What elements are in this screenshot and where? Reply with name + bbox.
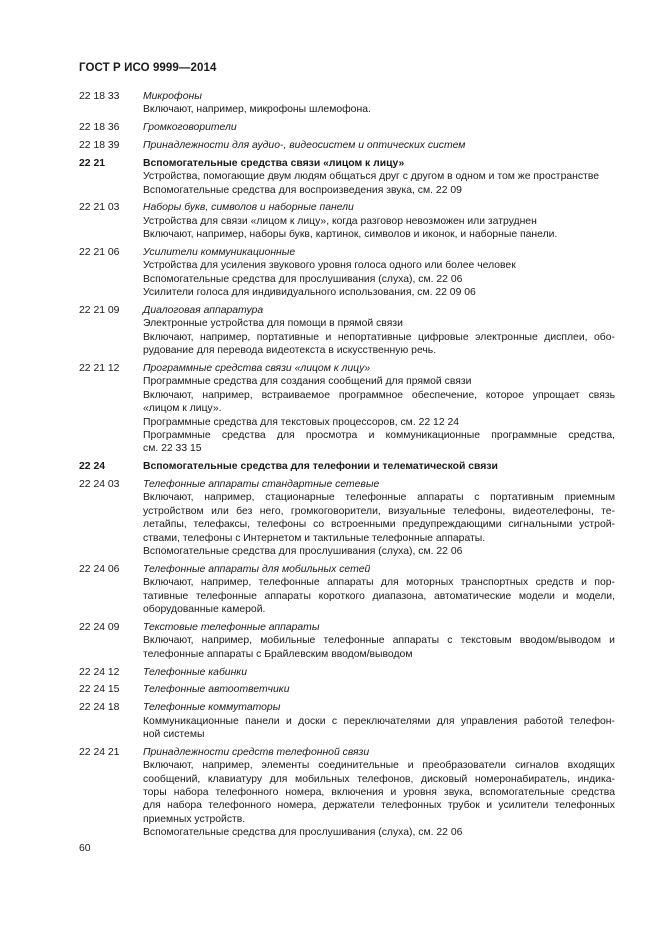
entry-description-line: приемных устройств. [143, 813, 246, 825]
entry-title: Принадлежности средств телефонной связи [143, 746, 370, 758]
entry-description-line: устройством или без него, громкоговорители, визуальные телефоны, видеотелефоны, те- [143, 505, 615, 517]
entry-code: 22 24 12 [79, 666, 120, 678]
entry-code: 22 21 12 [79, 363, 120, 375]
entry-description-line: ной системы [143, 728, 205, 740]
entry-code: 22 21 [79, 157, 106, 169]
entry-description-line: тативные телефонные аппараты короткого диапазона, автоматические модели и модели, [143, 590, 615, 602]
entry-title: Наборы букв, символов и наборные панели [143, 202, 354, 214]
entry-description-line: Вспомогательные средства для прослушивания (слуха), см. 22 06 [143, 273, 463, 285]
entry-description-line: Включают, например, портативные и непортативные цифровые электронные дисплеи, обо- [143, 331, 615, 343]
entry-code: 22 21 09 [79, 305, 120, 317]
entry-body [143, 246, 615, 300]
entry-code: 22 21 03 [79, 202, 120, 214]
entry-title: Телефонные аппараты для мобильных сетей [143, 563, 371, 575]
entry-description-line: Программные средства для текстовых процессоров, см. 22 12 24 [143, 416, 460, 428]
entry-body [143, 121, 615, 134]
entry-body [143, 621, 615, 661]
entry-22-21-03 [79, 201, 615, 241]
entry-title: Телефонные автоответчики [143, 684, 290, 696]
entry-body [143, 201, 615, 241]
entry-22-18-36 [79, 121, 615, 134]
entry-22-18-39 [79, 139, 615, 152]
entry-body [143, 666, 615, 679]
entry-code: 22 24 18 [79, 702, 120, 714]
entry-22-24-21 [79, 746, 615, 840]
entry-description-line: Включают, например, элементы соединительные и преобразователи сигналов входящих [143, 760, 615, 772]
entry-title: Усилители коммуникационные [143, 247, 296, 259]
entry-22-21-09 [79, 304, 615, 358]
entry-description-line: оборудованные камерой. [143, 604, 266, 616]
entry-description-line: Вспомогательные средства для воспроизведения звука, см. 22 09 [143, 184, 462, 196]
entry-description-line: Программные средства для создания сообщений для прямой связи [143, 376, 472, 388]
entry-body [143, 563, 615, 617]
entry-description-line: Включают, например, наборы букв, картинок, символов и иконок, и наборные панели. [143, 229, 558, 241]
entry-code: 22 24 [79, 461, 106, 473]
entry-title: Вспомогательные средства для телефонии и телематической связи [143, 461, 498, 473]
entry-code: 22 18 36 [79, 122, 120, 134]
entry-description-line: Включают, например, встраиваемое программное обеспечение, которое упрощает связь [143, 389, 615, 401]
entry-description-line: торы набора телефонного номера, включения и уровня звука, вспомогательные средства [143, 786, 615, 798]
entry-title: Программные средства связи «лицом к лицу» [143, 363, 371, 375]
entry-code: 22 24 09 [79, 621, 120, 633]
entry-22-24-15 [79, 683, 615, 696]
page-number: 60 [79, 843, 91, 854]
entry-description-line: см. 22 33 15 [143, 443, 202, 455]
entry-code: 22 18 39 [79, 140, 120, 151]
entry-body [143, 683, 615, 696]
entry-22-24-18 [79, 701, 615, 741]
entry-title: Вспомогательные средства связи «лицом к лицу» [143, 157, 405, 169]
document-header: ГОСТ Р ИСО 9999—2014 [79, 62, 217, 74]
entry-title: Телефонные коммутаторы [143, 702, 281, 714]
entry-description-line: Вспомогательные средства для прослушивания (слуха), см. 22 06 [143, 546, 463, 558]
entry-description-line: Усилители голоса для индивидуального использования, см. 22 09 06 [143, 287, 476, 299]
entry-description-line: Электронные устройства для помощи в прямой связи [143, 318, 403, 330]
entry-title: Принадлежности для аудио-, видеосистем и оптических систем [143, 140, 466, 151]
entry-description-line: Включают, например, мобильные телефонные аппараты с текстовым вводом/выводом и [143, 635, 615, 647]
entry-description-line: Устройства для усиления звукового уровня голоса одного или более человек [143, 260, 516, 272]
entry-title: Телефонные кабинки [143, 666, 247, 678]
entry-body [143, 478, 615, 558]
entry-title: Диалоговая аппаратура [143, 305, 264, 317]
entry-description-line: Программные средства для просмотра и коммуникационные программные средства, [143, 430, 615, 442]
entry-description-line: Устройства, помогающие двум людям общаться друг с другом в одном и том же пространстве [143, 171, 599, 183]
entry-title: Телефонные аппараты стандартные сетевые [143, 479, 380, 491]
entry-body [143, 157, 615, 197]
entry-description-line: Коммуникационные панели и доски с переключателями для управления работой телефон- [143, 715, 615, 727]
entry-description-line: летайпы, телефаксы, телефоны со встроенными предупреждающими сигнальными устрой- [143, 519, 615, 531]
entry-22-24-09 [79, 621, 615, 661]
entry-description-line: Устройства для связи «лицом к лицу», когда разговор невозможен или затруднен [143, 215, 537, 227]
entry-body [143, 362, 615, 456]
entry-description-line: рудование для перевода видеотекста в искусственную речь. [143, 345, 437, 357]
entry-body [143, 304, 615, 358]
entry-code: 22 24 06 [79, 563, 120, 575]
entry-description-line: телефонные аппараты с Брайлевским вводом/выводом [143, 648, 413, 660]
entry-title: Микрофоны [143, 91, 202, 102]
entry-description-line: ствами, телефоны с Интернетом и тактильные телефонные аппараты. [143, 532, 486, 544]
entry-code: 22 24 21 [79, 746, 120, 758]
entry-22-21-06 [79, 246, 615, 300]
entry-title: Громкоговорители [143, 122, 237, 134]
entry-code: 22 24 15 [79, 684, 120, 696]
entry-body [143, 90, 615, 117]
entry-22-24-03 [79, 478, 615, 558]
entry-body [143, 139, 615, 152]
entry-body [143, 701, 615, 741]
entry-description-line: Включают, например, телефонные аппараты для моторных транспортных средств и пор- [143, 577, 615, 589]
entry-22-21 [79, 157, 615, 197]
entry-22-21-12 [79, 362, 615, 456]
entry-description-line: «лицом к лицу». [143, 403, 222, 415]
entry-description-line: Вспомогательные средства для прослушивания (слуха), см. 22 06 [143, 827, 463, 839]
entry-body [143, 746, 615, 840]
entry-body [143, 460, 615, 473]
entry-description-line: Включают, например, микрофоны шлемофона. [143, 104, 371, 116]
entry-description-line: Включают, например, стационарные телефонные аппараты с портативным приемным [143, 492, 615, 504]
entry-description-line: для набора телефонного номера, держатели телефонных трубок и усилители телефонных [143, 800, 615, 812]
entry-code: 22 21 06 [79, 247, 120, 259]
entry-22-18-33 [79, 90, 615, 117]
entry-22-24-12 [79, 666, 615, 679]
entry-description-line: сообщений, клавиатуру для мобильных телефонов, дисковый номеронабиратель, индика- [143, 773, 615, 785]
classification-list [79, 90, 615, 844]
entry-title: Текстовые телефонные аппараты [143, 621, 320, 633]
entry-22-24-06 [79, 563, 615, 617]
entry-code: 22 18 33 [79, 91, 120, 102]
entry-22-24 [79, 460, 615, 473]
entry-code: 22 24 03 [79, 479, 120, 491]
